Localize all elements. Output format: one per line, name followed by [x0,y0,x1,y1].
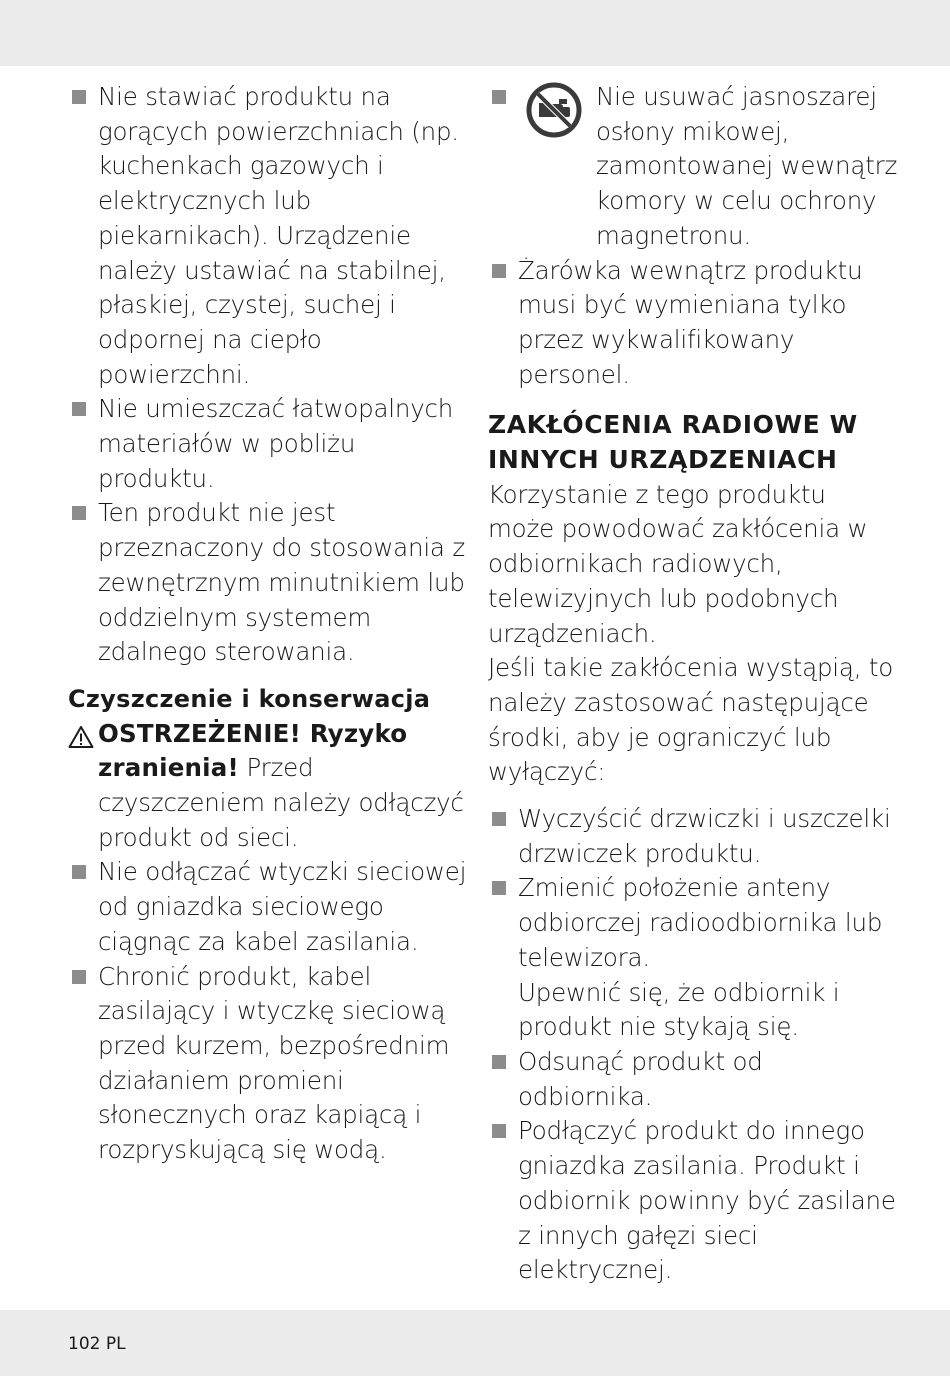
list-item-extra: Upewnić się, że odbiornik i produkt nie stykają się. [518,977,840,1042]
right-column [488,80,898,1288]
cleaning-list [68,855,468,1167]
list-item-mica-cover [488,80,898,254]
interference-list [488,802,898,1288]
bottom-band [0,1310,950,1376]
list-item: Nie umieszczać łatwopalnych materiałów w pobliżu produktu. [68,392,468,496]
list-item [488,871,898,1045]
top-band [0,0,950,66]
list-item: Nie stawiać produktu na gorących powierzchniach (np. kuchenkach gazowych i elektrycznych lub piekarnikach). Urządzenie należy ustawiać na stabilnej, płaskiej, czystej, suchej i odpornej na ciepło powierzchni. [68,80,468,392]
list-item: Chronić produkt, kabel zasilający i wtyczkę sieciową przed kurzem, bezpośrednim działaniem promieni słonecznych oraz kapiącą i rozpryskującą się wodą. [68,960,468,1168]
list-item: Wyczyścić drzwiczki i uszczelki drzwiczek produktu. [488,802,898,871]
list-item: Ten produkt nie jest przeznaczony do stosowania z zewnętrznym minutnikiem lub oddzielnym systemem zdalnego sterowania. [68,496,468,670]
warning-label: OSTRZEŻENIE! Ryzyko zranienia! [98,718,408,783]
do-not-touch-icon [526,82,582,138]
left-column [68,80,468,1168]
safety-list [68,80,468,670]
list-item: Nie odłączać wtyczki sieciowej od gniazdka sieciowego ciągnąc za kabel zasilania. [68,855,468,959]
list-item: Podłączyć produkt do innego gniazdka zasilania. Produkt i odbiornik powinny być zasilane z innych gałęzi sieci elektrycznej. [488,1114,898,1288]
section-heading-interference: ZAKŁÓCENIA RADIOWE W INNYCH URZĄDZENIACH [488,410,858,475]
warning-block [68,717,468,856]
list-item: Odsunąć produkt od odbiornika. [488,1045,898,1114]
section-heading-cleaning: Czyszczenie i konserwacja [68,684,431,713]
bulb-list [488,254,898,393]
warning-triangle-icon [68,725,94,749]
warning-text: Przed czyszczeniem należy odłączyć produkt od sieci. [98,753,464,852]
page-number: 102 PL [68,1334,126,1354]
list-item-text: Zmienić położenie anteny odbiorczej radioodbiornika lub telewizora. [518,873,883,972]
list-item: Żarówka wewnątrz produktu musi być wymieniana tylko przez wykwalifikowany personel. [488,254,898,393]
mica-cover-text: Nie usuwać jasnoszarej osłony mikowej, zamontowanej wewnątrz komory w celu ochrony magnetronu. [596,82,898,250]
bullet-square [492,90,506,104]
paragraph: Korzystanie z tego produktu może powodować zakłócenia w odbiornikach radiowych, telewizyjnych lub podobnych urządzeniach. [488,479,868,648]
paragraph: Jeśli takie zakłócenia wystąpią, to należy zastosować następujące środki, aby je ograniczyć lub wyłączyć: [488,653,894,787]
spacer [488,790,898,802]
